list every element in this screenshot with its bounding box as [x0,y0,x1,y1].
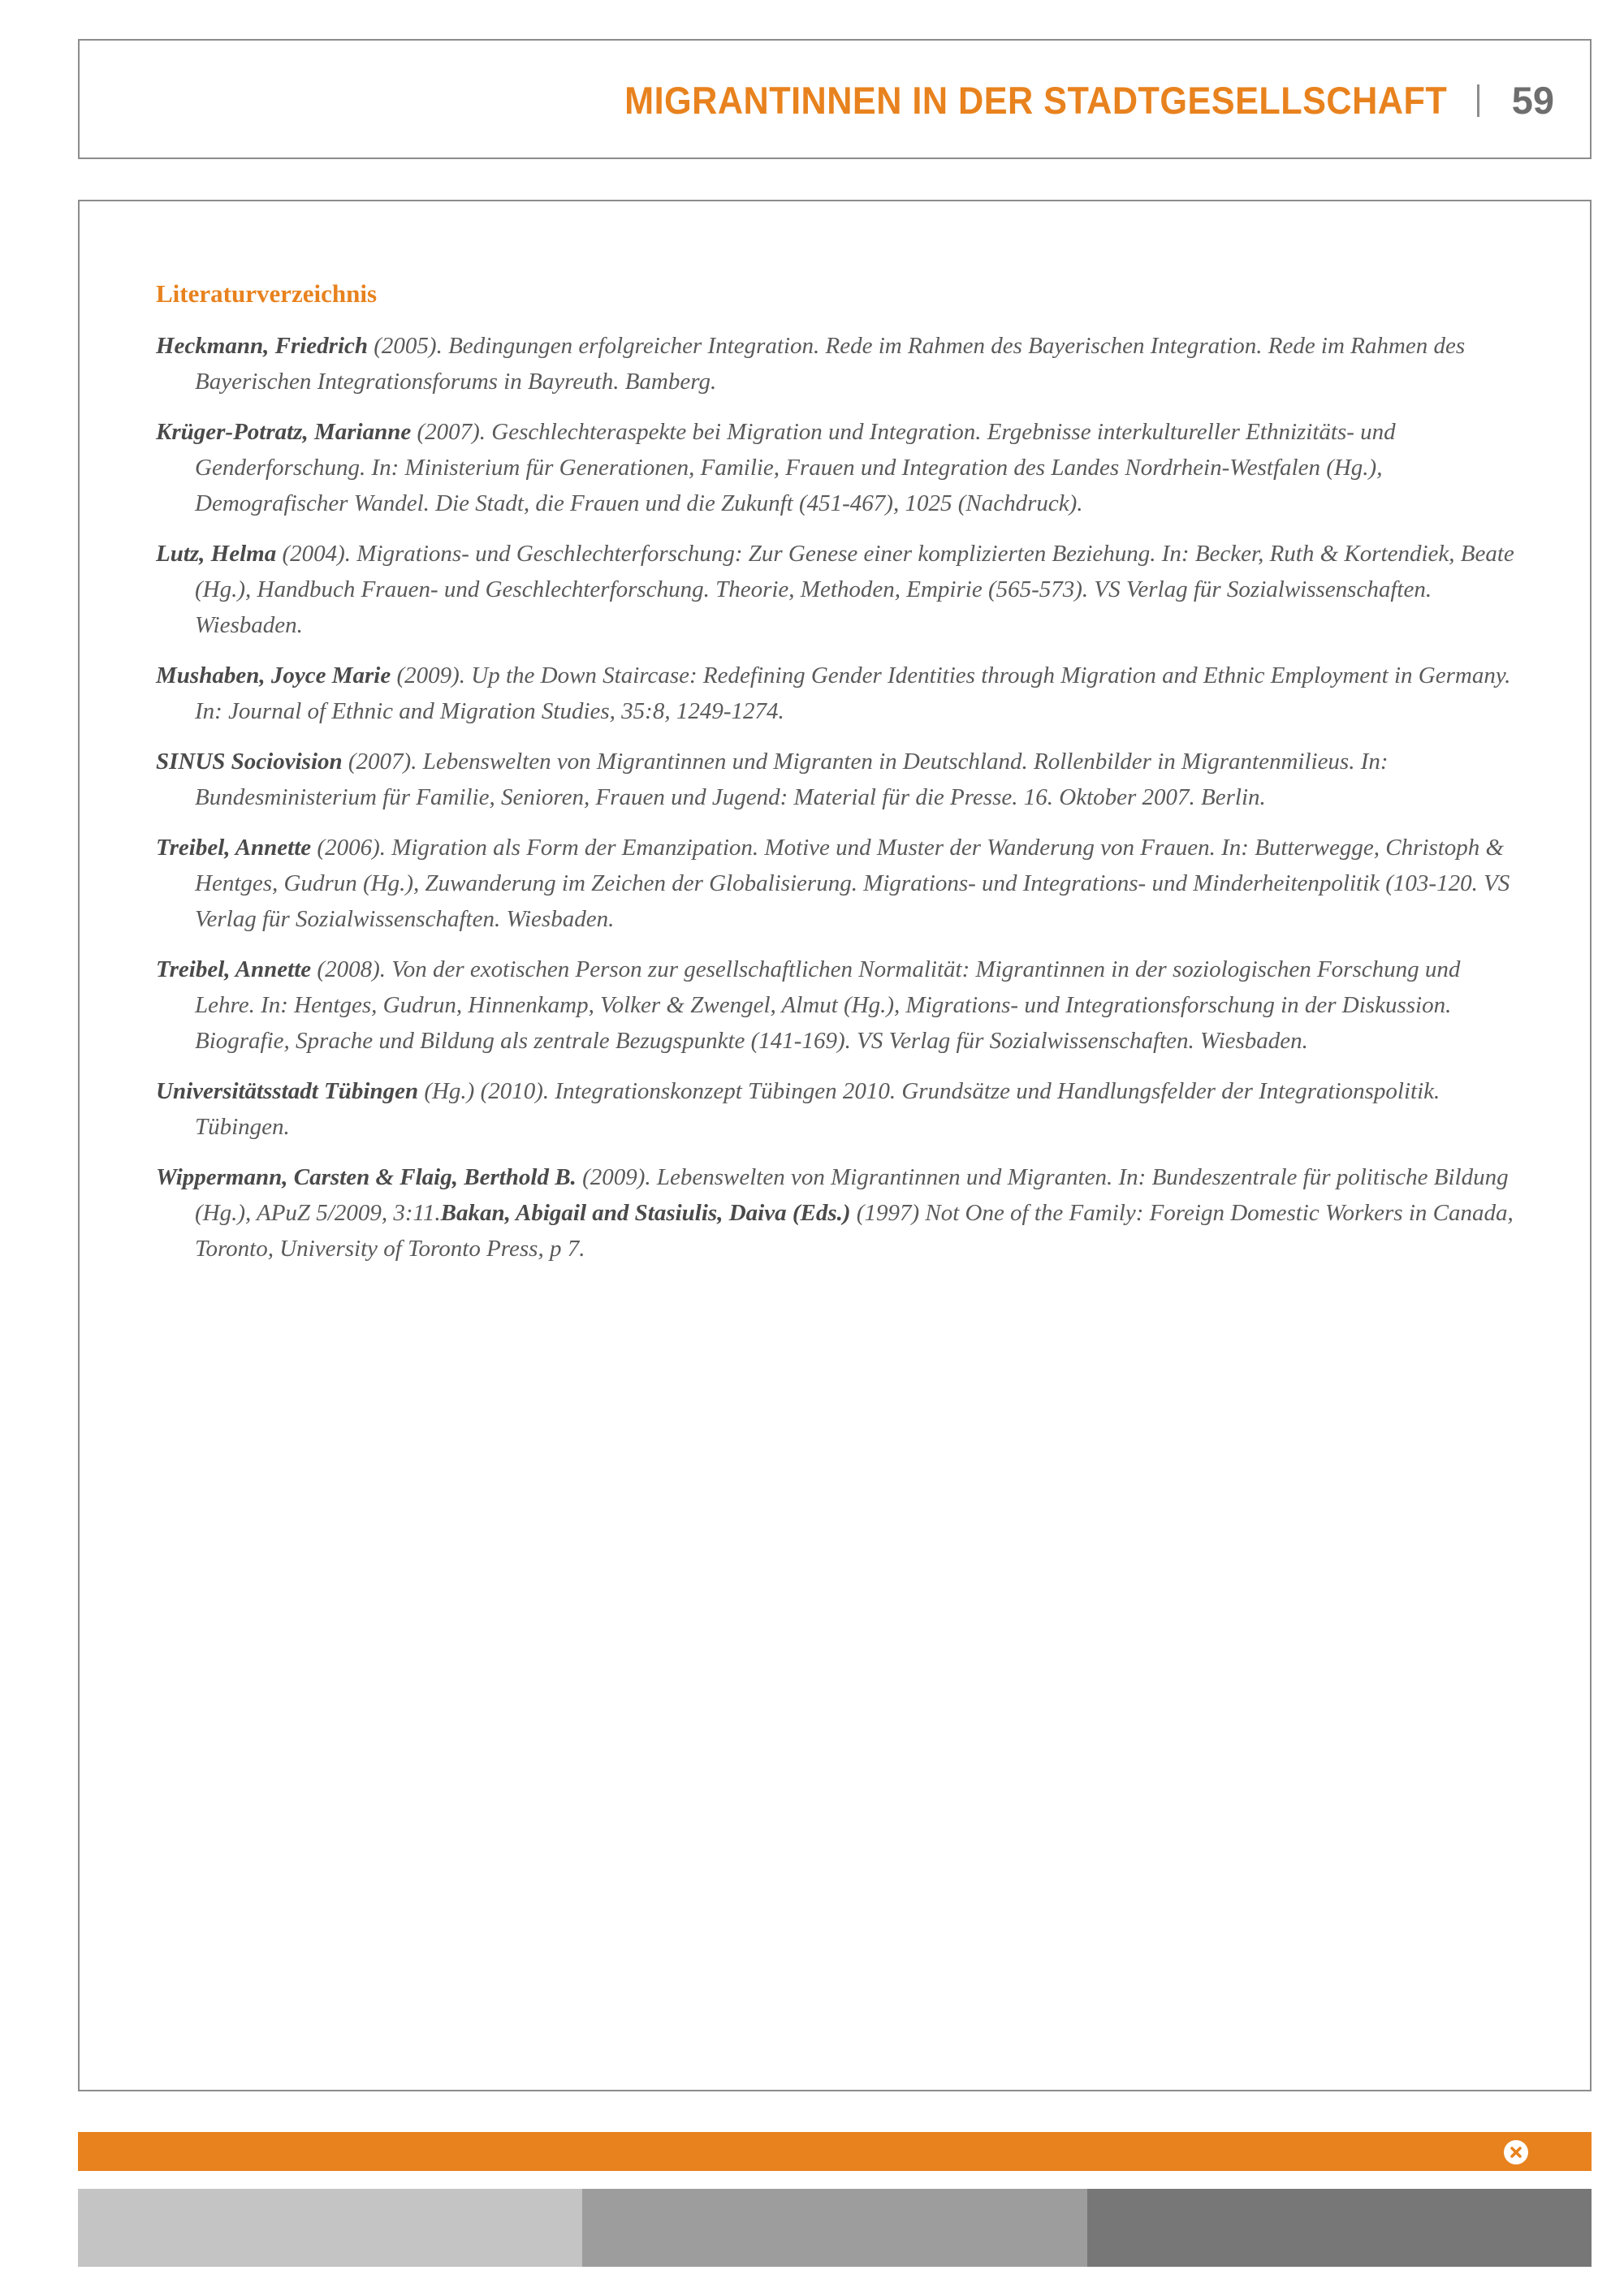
footer-accent-bar [78,2132,1592,2171]
reference-text: (2007). Lebenswelten von Migrantinnen und Migranten in Deutschland. Rollenbilder in Migrantenmilieus. In: Bundesministerium für Familie, Senioren, Frauen und Jugend: Material für die Presse. 16. Oktober 2007. Berlin. [195,749,1389,810]
reference-author: Mushaben, Joyce Marie [156,662,391,688]
reference-item [156,952,1520,1059]
reference-list [156,328,1520,1281]
reference-author-secondary: Bakan, Abigail and Stasiulis, Daiva (Eds.) [440,1200,851,1226]
page-header [78,39,1592,159]
reference-author: Lutz, Helma [156,541,277,567]
reference-author: Treibel, Annette [156,835,312,861]
reference-item [156,1073,1520,1145]
content-frame [78,200,1592,2091]
reference-author: Universitätsstadt Tübingen [156,1078,419,1104]
reference-author: Krüger-Potratz, Marianne [156,419,412,445]
reference-text: (2005). Bedingungen erfolgreicher Integration. Rede im Rahmen des Bayerischen Integration. Rede im Rahmen des Bayerischen Integrationsforums in Bayreuth. Bamberg. [195,333,1466,395]
reference-text: (2007). Geschlechteraspekte bei Migration und Integration. Ergebnisse interkultureller Ethnizitäts- und Genderforschung. In: Ministerium für Generationen, Familie, Frauen und Integration des Landes Nordrhein-Westfalen (Hg.), Demografischer Wandel. Die Stadt, die Frauen und die Zukunft (451-467), 1025 (Nachdruck). [195,419,1396,516]
page-number: 59 [1511,79,1554,122]
footer-bar-dark [1087,2189,1592,2267]
reference-item [156,328,1520,399]
reference-text: (2009). Up the Down Staircase: Redefining Gender Identities through Migration and Ethnic Employment in Germany. In: Journal of Ethnic and Migration Studies, 35:8, 1249-1274. [195,662,1511,724]
reference-text: (2004). Migrations- und Geschlechterforschung: Zur Genese einer komplizierten Beziehung. In: Becker, Ruth & Kortendiek, Beate (Hg.), Handbuch Frauen- und Geschlechterforschung. Theorie, Methoden, Empirie (565-573). VS Verlag für Sozialwissenschaften. Wiesbaden. [195,541,1514,638]
reference-author: Wippermann, Carsten & Flaig, Berthold B. [156,1164,577,1190]
section-heading: Literaturverzeichnis [156,279,378,308]
reference-item [156,830,1520,937]
reference-item [156,536,1520,643]
reference-text-secondary: (1997) Not One of the Family: Foreign Domestic Workers in Canada, Toronto, University of Toronto Press, p 7. [195,1200,1514,1262]
reference-text: (2009). Lebenswelten von Migrantinnen und Migranten. In: Bundeszentrale für politische Bildung (Hg.), APuZ 5/2009, 3:11. [195,1164,1509,1226]
reference-text: (2008). Von der exotischen Person zur gesellschaftlichen Normalität: Migrantinnen in der soziologischen Forschung und Lehre. In: Hentges, Gudrun, Hinnenkamp, Volker & Zwengel, Almut (Hg.), Migrations- und Integrationsforschung in der Diskussion. Biografie, Sprache und Bildung als zentrale Bezugspunkte (141-169). VS Verlag für Sozialwissenschaften. Wiesbaden. [195,956,1461,1054]
reference-text: (2006). Migration als Form der Emanzipation. Motive und Muster der Wanderung von Frauen. In: Butterwegge, Christoph & Hentges, Gudrun (Hg.), Zuwanderung im Zeichen der Globalisierung. Migrations- und Integrations- und Minderheitenpolitik (103-120. VS Verlag für Sozialwissenschaften. Wiesbaden. [195,835,1510,932]
reference-author: SINUS Sociovision [156,749,343,775]
close-icon[interactable] [1504,2140,1528,2164]
reference-item [156,414,1520,521]
reference-item [156,658,1520,729]
reference-author: Heckmann, Friedrich [156,333,369,359]
reference-item [156,1159,1520,1267]
footer-bar-light [78,2189,582,2267]
footer-bar-mid [582,2189,1086,2267]
reference-text: (Hg.) (2010). Integrationskonzept Tübingen 2010. Grundsätze und Handlungsfelder der Integrationspolitik. Tübingen. [195,1078,1440,1140]
reference-author: Treibel, Annette [156,956,312,982]
header-divider [1477,84,1479,117]
close-glyph [1508,2144,1524,2160]
running-title: MIGRANTINNEN IN DER STADTGESELLSCHAFT [624,79,1447,122]
footer-gray-bars [78,2189,1592,2267]
reference-item [156,744,1520,815]
